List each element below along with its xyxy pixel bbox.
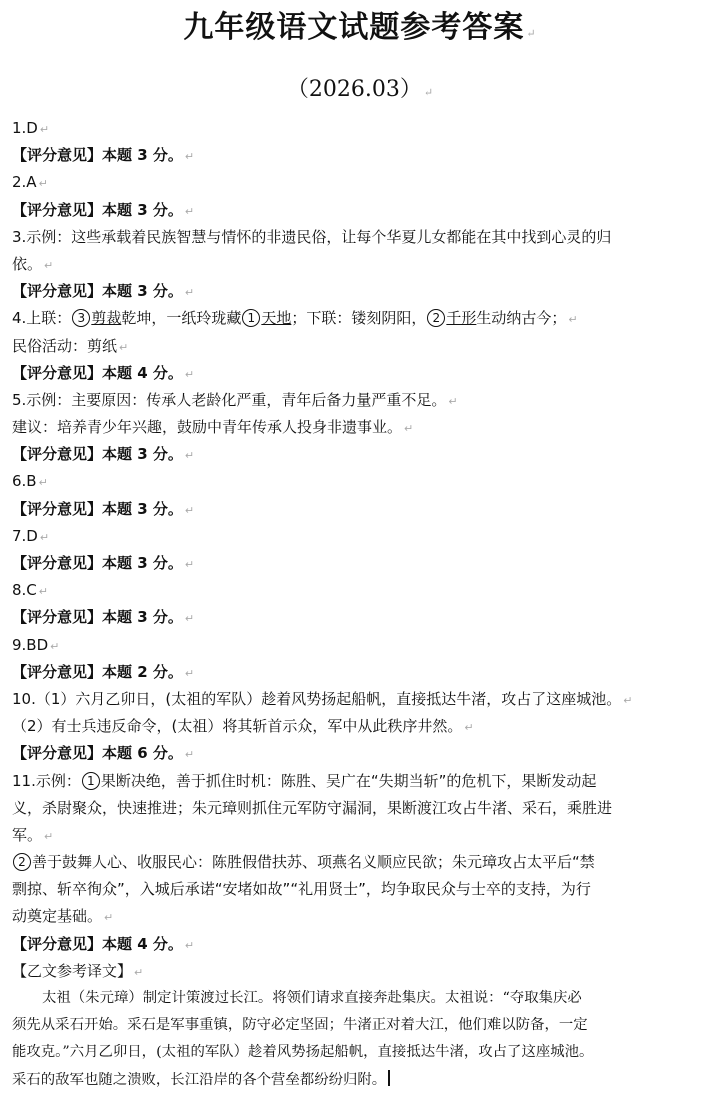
text-run: 3.示例：这些承载着民族智慧与情怀的非遗民俗，让每个华夏儿女都能在其中找到心灵的归 [12, 227, 612, 246]
answer-line-4a [12, 305, 706, 332]
paragraph-mark: ↵ [184, 150, 195, 164]
grading-note-2 [12, 197, 706, 224]
text-run: 【评分意见】本题 4 分。 [12, 363, 183, 382]
text-run: 11.示例： [12, 771, 81, 790]
text-run: 10.（1）六月乙卯日，(太祖的军队）趁着风势扬起船帆，直接抵达牛渚，攻占了这座城池。 [12, 689, 622, 708]
answer-line-3a [12, 224, 706, 251]
grading-note-5 [12, 441, 706, 468]
paragraph-mark: ↵ [50, 639, 60, 653]
subtitle-text: （2026.03） [286, 77, 422, 102]
paragraph-mark: ↵ [526, 27, 537, 40]
paragraph-mark: ↵ [448, 394, 458, 408]
answer-line-5b [12, 414, 706, 441]
text-run: 生动纳古今； [476, 309, 567, 328]
translation-line-3 [12, 1039, 706, 1066]
circled-number-3: 3 [72, 309, 90, 327]
answer-line-3b [12, 251, 706, 278]
answer-line-4b [12, 333, 706, 360]
text-run: 义，杀尉聚众，快速推进；朱元璋则抓住元军防守漏洞，果断渡江攻占牛渚、采石，乘胜进 [12, 798, 613, 817]
paragraph-mark: ↵ [464, 721, 474, 735]
grading-note-6 [12, 496, 706, 523]
title-text: 九年级语文试题参考答案 [183, 10, 525, 45]
answer-line-11f [12, 903, 706, 930]
paragraph-mark: ↵ [184, 503, 195, 517]
paragraph-mark: ↵ [184, 367, 195, 381]
text-run: 果断决绝，善于抓住时机：陈胜、吴广在“失期当斩”的危机下，果断发动起 [100, 771, 597, 790]
text-run: 【评分意见】本题 3 分。 [12, 146, 183, 165]
text-run: 8.C [12, 581, 37, 600]
text-run: 采石的敌军也随之溃败，长江沿岸的各个营垒都纷纷归附。 [12, 1071, 387, 1088]
text-run: 动奠定基础。 [12, 907, 103, 926]
answer-line-11d [12, 849, 706, 876]
answer-line-6 [12, 468, 706, 495]
text-run: 建议：培养青少年兴趣，鼓励中青年传承人投身非遗事业。 [12, 418, 403, 437]
text-run: 【评分意见】本题 6 分。 [12, 744, 183, 763]
text-run: 太祖（朱元璋）制定计策渡过长江。将领们请求直接奔赴集庆。太祖说：“夺取集庆必 [42, 990, 582, 1006]
circled-number-2: 2 [427, 309, 445, 327]
answer-line-1 [12, 115, 706, 142]
text-run: 依。 [12, 254, 43, 273]
text-run: 军。 [12, 825, 43, 844]
paragraph-mark: ↵ [404, 422, 414, 436]
page-subtitle [0, 72, 720, 103]
answer-line-5a [12, 387, 706, 414]
page-title [0, 2, 720, 46]
text-run: 能攻克。”六月乙卯日，(太祖的军队）趁着风势扬起船帆，直接抵达牛渚，攻占了这座城池。 [12, 1044, 594, 1061]
grading-note-1 [12, 142, 706, 169]
paragraph-mark: ↵ [44, 829, 54, 843]
text-run: 【评分意见】本题 3 分。 [12, 608, 183, 627]
text-run: 【评分意见】本题 3 分。 [12, 499, 183, 518]
text-run: 乾坤，一纸玲珑藏 [121, 309, 242, 328]
translation-line-2 [12, 1012, 706, 1039]
text-run: 天地 [261, 309, 292, 328]
paragraph-mark: ↵ [623, 693, 633, 707]
paragraph-mark: ↵ [39, 123, 50, 136]
text-run: 【评分意见】本题 3 分。 [12, 554, 183, 572]
text-run: 【评分意见】本题 2 分。 [12, 662, 183, 681]
grading-note-3 [12, 278, 706, 305]
paragraph-mark: ↵ [184, 558, 195, 571]
text-run: 1.D [12, 119, 38, 137]
text-run: 剪裁 [91, 309, 122, 328]
text-run: 9.BD [12, 635, 49, 654]
circled-number-1: 1 [242, 309, 260, 327]
paragraph-mark: ↵ [184, 748, 195, 762]
answer-line-10a [12, 686, 706, 713]
text-run: 【评分意见】本题 3 分。 [12, 282, 183, 301]
paragraph-mark: ↵ [184, 449, 195, 463]
paragraph-mark: ↵ [39, 530, 50, 544]
grading-note-10 [12, 740, 706, 767]
paragraph-mark: ↵ [119, 340, 129, 354]
text-run: 【评分意见】本题 3 分。 [12, 445, 183, 464]
grading-note-8 [12, 604, 706, 631]
text-cursor[interactable] [388, 1070, 390, 1086]
text-run: 千形 [446, 309, 477, 328]
text-run: 6.B [12, 472, 37, 491]
answer-line-11e [12, 876, 706, 903]
answer-line-8 [12, 577, 706, 604]
paragraph-mark: ↵ [44, 258, 54, 272]
text-run: ；下联：镂刻阴阳， [291, 309, 427, 328]
text-run: 【评分意见】本题 4 分。 [12, 934, 183, 953]
circled-number-2: 2 [13, 853, 31, 871]
paragraph-mark: ↵ [38, 585, 49, 599]
answer-line-2 [12, 169, 706, 196]
translation-heading [12, 958, 706, 985]
paragraph-mark: ↵ [38, 476, 48, 490]
paragraph-mark: ↵ [184, 612, 195, 626]
text-run: 5.示例：主要原因：传承人老龄化严重，青年后备力量严重不足。 [12, 390, 447, 409]
text-run: 7.D [12, 526, 38, 545]
circled-number-1: 1 [82, 772, 100, 790]
text-run: 2.A [12, 173, 37, 192]
text-run: （2）有士兵违反命令，(太祖）将其斩首示众，军中从此秩序井然。 [12, 717, 463, 736]
paragraph-mark: ↵ [423, 86, 434, 99]
paragraph-mark: ↵ [568, 313, 578, 327]
paragraph-mark: ↵ [184, 938, 195, 952]
paragraph-mark: ↵ [184, 204, 195, 218]
paragraph-mark: ↵ [184, 286, 195, 300]
text-run: 须先从采石开始。采石是军事重镇，防守必定坚固；牛渚正对着大江，他们难以防备，一定 [12, 1017, 588, 1034]
paragraph-mark: ↵ [134, 965, 144, 979]
text-run: 【评分意见】本题 3 分。 [12, 200, 183, 219]
answer-line-11a [12, 768, 706, 795]
answer-line-11b [12, 795, 706, 822]
grading-note-11 [12, 931, 706, 958]
text-run: 民俗活动：剪纸 [12, 336, 118, 355]
grading-note-7 [12, 550, 706, 577]
text-run: 善于鼓舞人心、收服民心：陈胜假借扶苏、项燕名义顺应民欲；朱元璋攻占太平后“禁 [32, 853, 595, 872]
answer-line-10b [12, 713, 706, 740]
translation-line-4 [12, 1067, 706, 1094]
answer-line-11c [12, 822, 706, 849]
text-run: 剽掠、斩卒徇众”，入城后承诺“安堵如故”“礼用贤士”，均争取民众与士卒的支持，为行 [12, 880, 591, 899]
paragraph-mark: ↵ [184, 666, 195, 680]
grading-note-4 [12, 360, 706, 387]
translation-line-1 [12, 985, 706, 1012]
paragraph-mark: ↵ [104, 911, 114, 925]
answer-line-7 [12, 523, 706, 550]
grading-note-9 [12, 659, 706, 686]
answer-line-9 [12, 632, 706, 659]
text-run: 【乙文参考译文】 [12, 961, 133, 980]
text-run: 4.上联： [12, 309, 72, 328]
paragraph-mark: ↵ [38, 177, 48, 191]
answer-body [12, 115, 706, 1094]
